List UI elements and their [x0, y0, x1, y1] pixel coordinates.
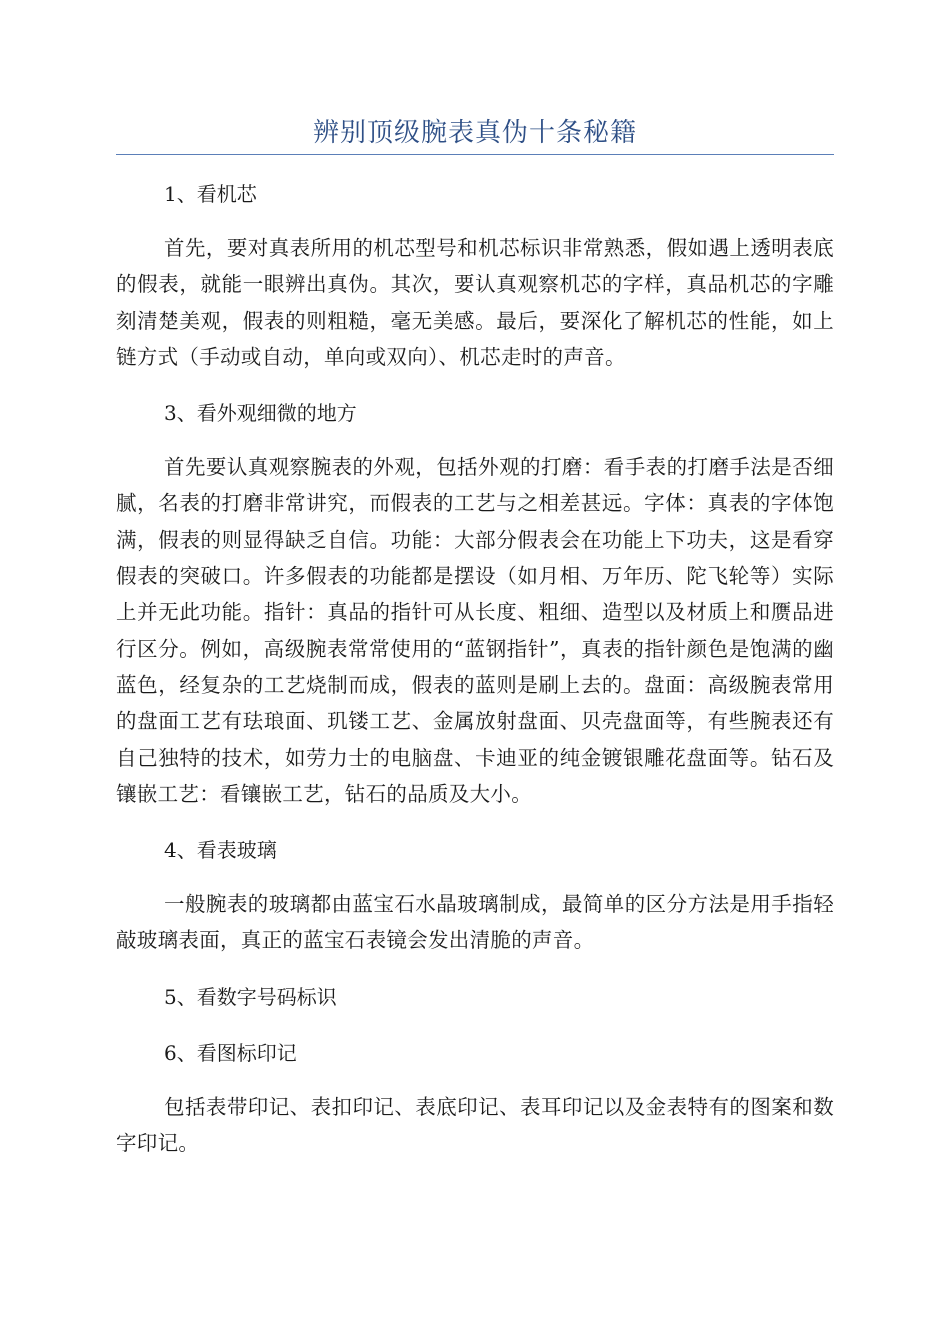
section-heading: 5、看数字号码标识: [164, 984, 337, 1009]
section-paragraph: 首先要认真观察腕表的外观，包括外观的打磨：看手表的打磨手法是否细腻，名表的打磨非常讲究，而假表的工艺与之相差甚远。字体：真表的字体饱满，假表的则显得缺乏自信。功能：大部分假表会在功能上下功夫，这是看穿假表的突破口。许多假表的功能都是摆设（如月相、万年历、陀飞轮等）实际上并无此功能。指针：真品的指针可从长度、粗细、造型以及材质上和赝品进行区分。例如，高级腕表常常使用的“蓝钢指针”，真表的指针颜色是饱满的幽蓝色，经复杂的工艺烧制而成，假表的蓝则是刷上去的。盘面：高级腕表常用的盘面工艺有珐琅面、玑镂工艺、金属放射盘面、贝壳盘面等，有些腕表还有自己独特的技术，如劳力士的电脑盘、卡迪亚的纯金镀银雕花盘面等。钻石及镶嵌工艺：看镶嵌工艺，钻石的品质及大小。: [116, 455, 834, 806]
section-paragraph: 一般腕表的玻璃都由蓝宝石水晶玻璃制成，最简单的区分方法是用手指轻敲玻璃表面，真正的蓝宝石表镜会发出清脆的声音。: [116, 892, 834, 953]
section-heading: 1、看机芯: [164, 182, 257, 206]
document-title: 辨别顶级腕表真伪十条秘籍: [312, 118, 637, 148]
section-serial-markings: [116, 979, 834, 1015]
section-logo-imprints: [116, 1035, 834, 1162]
section-heading: 3、看外观细微的地方: [164, 401, 357, 426]
section-paragraph: 包括表带印记、表扣印记、表底印记、表耳印记以及金表特有的图案和数字印记。: [116, 1094, 834, 1156]
section-heading: 6、看图标印记: [164, 1040, 297, 1065]
section-movement: [116, 176, 834, 375]
section-exterior-details: [116, 395, 834, 812]
title-underline: [116, 154, 834, 155]
section-heading: 4、看表玻璃: [164, 838, 277, 863]
section-watch-glass: [116, 832, 834, 959]
document-body: [116, 176, 834, 1161]
section-paragraph: 首先，要对真表所用的机芯型号和机芯标识非常熟悉，假如遇上透明表底的假表，就能一眼辨出真伪。其次，要认真观察机芯的字样，真品机芯的字雕刻清楚美观，假表的则粗糙，毫无美感。最后，要深化了解机芯的性能，如上链方式（手动或自动，单向或双向）、机芯走时的声音。: [116, 236, 834, 369]
